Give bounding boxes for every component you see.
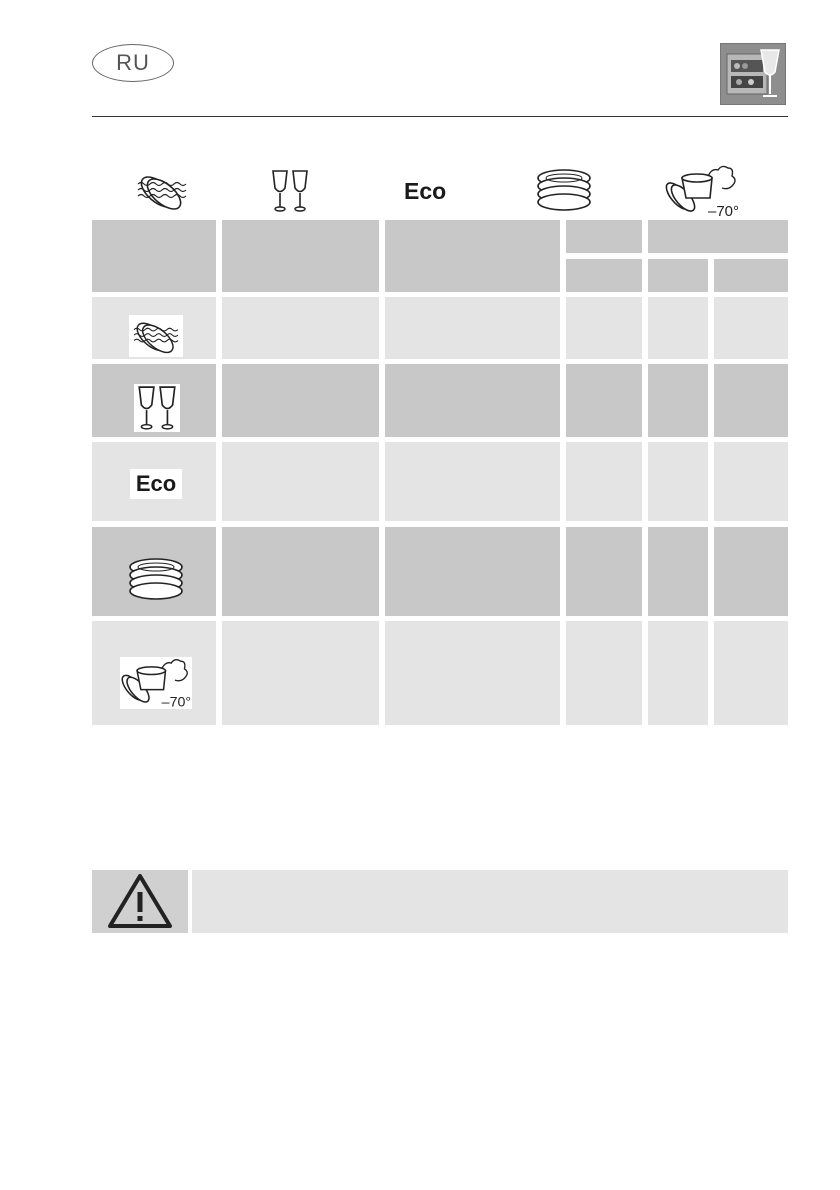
row-icon-cell bbox=[128, 556, 184, 604]
warning-triangle-icon bbox=[92, 870, 188, 933]
table-header-cell bbox=[566, 220, 642, 253]
table-header-cell bbox=[385, 220, 560, 292]
glasses-icon bbox=[134, 384, 180, 432]
table-cell bbox=[714, 621, 788, 725]
table-cell bbox=[566, 297, 642, 359]
table-cell bbox=[566, 442, 642, 521]
table-header-cell bbox=[648, 220, 788, 253]
warning-icon-cell bbox=[92, 870, 188, 933]
table-cell bbox=[566, 621, 642, 725]
warning-note bbox=[92, 870, 788, 933]
table-cell bbox=[714, 442, 788, 521]
soak-plates-icon bbox=[129, 315, 183, 357]
table-cell bbox=[566, 527, 642, 616]
table-cell bbox=[714, 527, 788, 616]
table-cell bbox=[222, 297, 379, 359]
row-icon-cell bbox=[128, 468, 184, 500]
pot-steam-70-icon bbox=[664, 164, 740, 218]
table-cell bbox=[385, 442, 560, 521]
table-cell bbox=[714, 364, 788, 437]
row-icon-cell bbox=[128, 314, 184, 358]
dishwasher-glass-image bbox=[720, 43, 786, 105]
row-icon-cell bbox=[120, 656, 192, 710]
eco-label: Eco bbox=[404, 178, 447, 204]
header-divider bbox=[92, 116, 788, 117]
table-cell bbox=[648, 364, 708, 437]
table-header-cell bbox=[714, 259, 788, 292]
row-icon-cell bbox=[132, 384, 182, 432]
table-cell bbox=[648, 527, 708, 616]
language-code: RU bbox=[116, 50, 150, 75]
table-cell bbox=[648, 621, 708, 725]
table-cell bbox=[566, 364, 642, 437]
table-cell bbox=[385, 297, 560, 359]
table-cell bbox=[385, 364, 560, 437]
table-header-cell bbox=[648, 259, 708, 292]
plate-stack-icon bbox=[128, 557, 184, 603]
eco-label: Eco bbox=[130, 469, 182, 499]
table-header-cell bbox=[566, 259, 642, 292]
plate-stack-icon bbox=[536, 168, 592, 214]
table-cell bbox=[222, 621, 379, 725]
table-header-cell bbox=[222, 220, 379, 292]
dishwasher-icon bbox=[721, 44, 785, 104]
program-icon-strip bbox=[92, 160, 788, 220]
table-cell bbox=[648, 442, 708, 521]
soak-plates-icon bbox=[134, 168, 190, 214]
temperature-label: –70° bbox=[161, 694, 192, 709]
table-cell bbox=[222, 527, 379, 616]
table-cell bbox=[222, 442, 379, 521]
temperature-label: –70° bbox=[708, 203, 740, 218]
table-cell bbox=[222, 364, 379, 437]
table-cell bbox=[385, 527, 560, 616]
table-cell bbox=[714, 297, 788, 359]
warning-separator bbox=[188, 870, 192, 933]
table-header-cell bbox=[92, 220, 216, 292]
pot-steam-70-icon bbox=[120, 657, 192, 709]
table-cell bbox=[385, 621, 560, 725]
table-cell bbox=[648, 297, 708, 359]
language-badge bbox=[92, 44, 174, 82]
glasses-icon bbox=[270, 168, 310, 214]
